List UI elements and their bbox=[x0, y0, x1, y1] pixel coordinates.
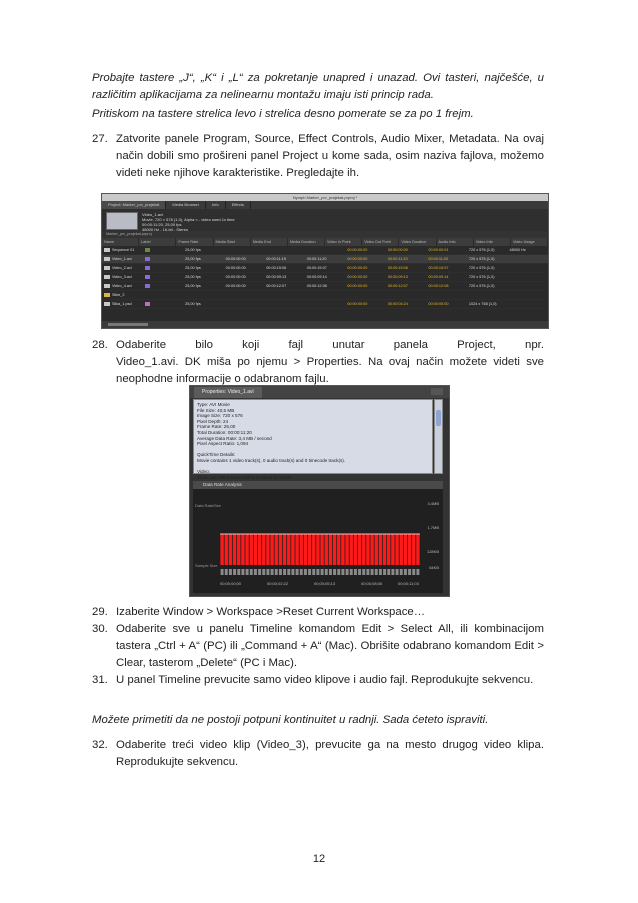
row-cell-out: 00:00:15:06 bbox=[387, 266, 408, 270]
row-cell-vinfo: 720 x 576 (1,0) bbox=[468, 284, 495, 288]
row-cell-ainfo: 48000 Hz bbox=[509, 248, 526, 252]
data-rate-bar bbox=[379, 534, 382, 565]
folder-icon bbox=[104, 293, 110, 297]
row-cell-start: 00:00:00:00 bbox=[225, 266, 246, 270]
sample-size-bar bbox=[362, 569, 365, 575]
row-cell-vdur: 00:00:09:14 bbox=[428, 275, 449, 279]
sample-size-bar bbox=[229, 569, 232, 575]
data-rate-bar bbox=[404, 534, 407, 565]
row-cell-in: 00:00:00:00 bbox=[347, 302, 368, 306]
data-rate-bar bbox=[233, 534, 236, 565]
table-row[interactable] bbox=[102, 255, 548, 264]
row-cell-end: 00:00:12:07 bbox=[266, 284, 287, 288]
data-rate-bar bbox=[395, 534, 398, 565]
row-cell-vdur: 00:00:11:20 bbox=[428, 257, 449, 261]
row-cell-vinfo: 1024 x 768 (1,0) bbox=[468, 302, 497, 306]
sample-size-bar bbox=[329, 569, 332, 575]
data-rate-bar bbox=[329, 534, 332, 565]
properties-line: Pixel Aspect Ratio: 1,094 bbox=[197, 441, 249, 447]
sample-size-bar bbox=[396, 569, 399, 575]
clip-icon bbox=[104, 266, 110, 270]
chart-plot bbox=[220, 499, 420, 578]
data-rate-bar bbox=[416, 534, 419, 565]
sample-size-bar bbox=[304, 569, 307, 575]
row-name: Video_2.avi bbox=[112, 266, 132, 270]
sample-size-bar bbox=[300, 569, 303, 575]
data-rate-bar bbox=[408, 534, 411, 565]
row-cell-dur: 00:00:15:07 bbox=[306, 266, 327, 270]
row-cell-rate: 25,00 fps bbox=[185, 302, 201, 306]
column-header[interactable]: Video Info bbox=[474, 238, 511, 246]
x-tick: 00;00;00;00 bbox=[220, 581, 242, 586]
horizontal-scrollbar[interactable] bbox=[108, 323, 148, 326]
properties-line: Video: bbox=[197, 469, 210, 475]
data-rate-bar bbox=[341, 534, 344, 565]
sample-size-bar bbox=[412, 569, 415, 575]
row-cell-rate: 25,00 fps bbox=[185, 257, 201, 261]
sample-size-bar bbox=[404, 569, 407, 575]
list-item-27 bbox=[92, 131, 544, 182]
sample-size-bar bbox=[241, 569, 244, 575]
sample-size-bar bbox=[233, 569, 236, 575]
project-rows bbox=[102, 246, 548, 309]
table-row[interactable] bbox=[102, 291, 548, 300]
sample-size-bar bbox=[287, 569, 290, 575]
data-rate-bar bbox=[350, 534, 353, 565]
row-label-cell bbox=[143, 257, 184, 261]
row-cell-in: 00:00:00:00 bbox=[347, 266, 368, 270]
sample-size-bar bbox=[337, 569, 340, 575]
panel-footer bbox=[102, 321, 548, 328]
data-rate-bar bbox=[237, 534, 240, 565]
row-cell-rate: 25,00 fps bbox=[185, 248, 201, 252]
sample-size-bar bbox=[354, 569, 357, 575]
data-rate-bar bbox=[250, 534, 253, 565]
row-cell-out: 00:00:11:19 bbox=[387, 257, 408, 261]
data-rate-bar bbox=[270, 534, 273, 565]
sample-size-bar bbox=[308, 569, 311, 575]
sample-size-bar bbox=[258, 569, 261, 575]
column-header[interactable]: Media Duration bbox=[288, 238, 325, 246]
data-rate-bar bbox=[316, 534, 319, 565]
chart-svg bbox=[220, 499, 420, 578]
data-rate-bar bbox=[337, 534, 340, 565]
row-cell-rate: 25,00 fps bbox=[185, 284, 201, 288]
sample-size-bar bbox=[400, 569, 403, 575]
data-rate-bar bbox=[362, 534, 365, 565]
sample-size-bar bbox=[246, 569, 249, 575]
sample-size-bar bbox=[237, 569, 240, 575]
clip-icon bbox=[104, 302, 110, 306]
sample-size-bar bbox=[250, 569, 253, 575]
data-rate-bar bbox=[266, 534, 269, 565]
properties-line: Frame Rate: 25,00 bbox=[197, 424, 236, 430]
sample-size-bar bbox=[383, 569, 386, 575]
intro-paragraph-2: Pritiskom na tastere strelica levo i strelica desno pomerate se za po 1 frejm. bbox=[92, 108, 474, 120]
row-name: Sequence 01 bbox=[112, 248, 135, 252]
list-text: U panel Timeline prevucite samo video klipove i audio fajl. Reprodukujte sekvencu. bbox=[116, 674, 534, 686]
sample-size-bar bbox=[275, 569, 278, 575]
data-rate-bar bbox=[225, 534, 228, 565]
label-swatch bbox=[145, 302, 150, 306]
properties-line: Type: AVI Movie bbox=[197, 402, 230, 407]
data-rate-bar bbox=[366, 534, 369, 565]
row-cell-end: 00:00:15:06 bbox=[266, 266, 287, 270]
sample-size-bar bbox=[254, 569, 257, 575]
list-item-32 bbox=[92, 737, 544, 771]
preview-meta-3: 48000 Hz - 16-bit - Stereo bbox=[142, 227, 189, 232]
sample-size-bar bbox=[366, 569, 369, 575]
row-cell-end: 00:00:09:13 bbox=[266, 275, 287, 279]
sample-size-bar bbox=[325, 569, 328, 575]
list-item-29 bbox=[92, 604, 544, 621]
sample-size-bar bbox=[387, 569, 390, 575]
y-tick: 128KB bbox=[426, 549, 439, 554]
note-paragraph: Možete primetiti da ne postoji potpuni kontinuitet u radnji. Sada ćeteto ispraviti. bbox=[92, 714, 489, 726]
properties-tab[interactable]: Properties: Video_1.avi bbox=[194, 387, 262, 398]
label-data-rate: Data Rate/Sec bbox=[195, 503, 222, 508]
column-header[interactable]: Audio Info bbox=[437, 238, 474, 246]
data-rate-bar bbox=[283, 534, 286, 565]
row-name-cell[interactable] bbox=[102, 266, 143, 270]
data-rate-chart bbox=[193, 489, 443, 593]
label-swatch bbox=[145, 257, 150, 261]
table-row[interactable] bbox=[102, 246, 548, 255]
data-rate-bar bbox=[354, 534, 357, 565]
data-rate-bar bbox=[275, 534, 278, 565]
row-name: Video_3.avi bbox=[112, 275, 132, 279]
row-cell-end: 00:00:11:19 bbox=[266, 257, 286, 261]
row-cell-start: 00:00:00:00 bbox=[225, 275, 246, 279]
table-row[interactable] bbox=[102, 282, 548, 291]
data-rate-bar bbox=[229, 534, 232, 565]
sample-size-bar bbox=[371, 569, 374, 575]
column-header[interactable]: Media End bbox=[251, 238, 288, 246]
sample-size-bar bbox=[341, 569, 344, 575]
preview-info bbox=[142, 212, 235, 232]
preview-thumbnail[interactable] bbox=[106, 212, 138, 230]
data-rate-bar bbox=[325, 534, 328, 565]
project-panel-screenshot bbox=[101, 193, 549, 329]
data-rate-bar bbox=[295, 534, 298, 565]
data-rate-bar bbox=[300, 534, 303, 565]
data-rate-bar bbox=[375, 534, 378, 565]
properties-tab-bar bbox=[190, 386, 449, 398]
data-rate-bar bbox=[258, 534, 261, 565]
column-header[interactable]: Frame Rate bbox=[176, 238, 213, 246]
row-name: Slike_2 bbox=[112, 293, 125, 297]
preview-meta-2: 00:00:11:20, 25,00 fps bbox=[142, 222, 182, 227]
clip-icon bbox=[104, 248, 110, 252]
row-cell-dur: 00:00:12:08 bbox=[306, 284, 327, 288]
list-text-line1: Odaberite bilo koji fajl unutar panela Project, npr. bbox=[116, 339, 544, 351]
column-header[interactable]: Label bbox=[139, 238, 176, 246]
row-cell-vinfo: 720 x 576 (1,0) bbox=[468, 257, 495, 261]
data-rate-bar bbox=[291, 534, 294, 565]
data-rate-bar bbox=[287, 534, 290, 565]
row-cell-vdur: 00:00:12:08 bbox=[428, 284, 449, 288]
list-text: Izaberite Window > Workspace >Reset Current Workspace… bbox=[116, 606, 426, 618]
sample-size-bar bbox=[262, 569, 265, 575]
row-label-cell bbox=[143, 302, 184, 306]
y-tick: 1,7MB bbox=[427, 525, 439, 530]
row-name-cell[interactable] bbox=[102, 284, 143, 288]
row-name: Slika_1.psd bbox=[112, 302, 132, 306]
row-cell-vinfo: 720 x 576 (1,0) bbox=[468, 266, 495, 270]
row-cell-in: 00:00:00:00 bbox=[347, 257, 368, 261]
row-cell-in: 00:00:00:00 bbox=[347, 284, 368, 288]
properties-line: QuickTime Details: bbox=[197, 452, 236, 458]
scrollbar-thumb[interactable] bbox=[436, 410, 441, 426]
sample-size-bar bbox=[316, 569, 319, 575]
list-text-rest: Video_1.avi. DK miša po njemu > Properties. Na ovaj način možete videti sve neophodne informacije o odabranom fajlu. bbox=[116, 356, 544, 385]
sample-size-bar bbox=[221, 569, 224, 575]
properties-text-area[interactable] bbox=[193, 399, 433, 480]
row-label-cell bbox=[143, 266, 184, 270]
data-rate-analysis-title: Data Rate Analysis bbox=[193, 481, 443, 489]
table-row[interactable] bbox=[102, 273, 548, 282]
sample-size-bar bbox=[375, 569, 378, 575]
row-cell-out: 00:00:00:00 bbox=[387, 248, 408, 252]
properties-line: There are 295 frames with a duration of 1/25th. bbox=[197, 474, 293, 480]
data-rate-bar bbox=[254, 534, 257, 565]
data-rate-bar bbox=[312, 534, 315, 565]
list-number: 31. bbox=[92, 674, 108, 686]
sample-size-bar bbox=[333, 569, 336, 575]
data-rate-bar bbox=[308, 534, 311, 565]
data-rate-bar bbox=[320, 534, 323, 565]
sample-size-bar bbox=[225, 569, 228, 575]
row-cell-in: 00:00:00:00 bbox=[347, 248, 368, 252]
tab-project[interactable]: Project: Marker_prv_prajekat bbox=[102, 201, 166, 209]
row-name: Video_1.avi bbox=[112, 257, 132, 261]
data-rate-bar bbox=[304, 534, 307, 565]
sample-size-bar bbox=[408, 569, 411, 575]
column-header[interactable]: Media Start bbox=[214, 238, 251, 246]
x-tick: 00;00;02;22 bbox=[267, 581, 289, 586]
row-name-cell[interactable] bbox=[102, 302, 143, 306]
row-cell-out: 00:00:12:07 bbox=[387, 284, 408, 288]
list-number: 27. bbox=[92, 133, 108, 145]
list-number: 32. bbox=[92, 739, 108, 751]
sample-size-bar bbox=[391, 569, 394, 575]
row-label-cell bbox=[143, 248, 184, 252]
tab-info[interactable]: Info bbox=[206, 201, 226, 209]
data-rate-bar bbox=[383, 534, 386, 565]
row-name-cell[interactable] bbox=[102, 293, 143, 297]
list-item-28 bbox=[92, 337, 544, 388]
sample-size-bar bbox=[266, 569, 269, 575]
data-rate-bar bbox=[358, 534, 361, 565]
row-cell-rate: 25,00 fps bbox=[185, 266, 201, 270]
table-row[interactable] bbox=[102, 300, 548, 309]
data-rate-bar bbox=[391, 534, 394, 565]
tab-media-browser[interactable]: Media Browser bbox=[166, 201, 206, 209]
project-path: Marker_prv_prajekat.prproj bbox=[102, 231, 548, 238]
y-tick: 64KB bbox=[429, 565, 439, 570]
sample-size-bar bbox=[321, 569, 324, 575]
row-name-cell[interactable] bbox=[102, 248, 143, 252]
row-cell-rate: 25,00 fps bbox=[185, 275, 201, 279]
label-swatch bbox=[145, 275, 150, 279]
row-name-cell[interactable] bbox=[102, 275, 143, 279]
clip-icon bbox=[104, 284, 110, 288]
sample-size-bar bbox=[296, 569, 299, 575]
row-cell-start: 00:00:00:00 bbox=[225, 257, 246, 261]
sample-size-bar bbox=[379, 569, 382, 575]
column-header[interactable]: Video Out Point bbox=[362, 238, 399, 246]
label-swatch bbox=[145, 248, 150, 252]
column-header[interactable]: Video Duration bbox=[399, 238, 436, 246]
column-header[interactable]: Video Usage bbox=[511, 238, 548, 246]
sample-size-bar bbox=[312, 569, 315, 575]
properties-line: File Size: 40,5 MB bbox=[197, 407, 235, 413]
data-rate-bar bbox=[370, 534, 373, 565]
row-label-cell bbox=[143, 284, 184, 288]
row-cell-start: 00:00:00:00 bbox=[225, 284, 246, 288]
page-number: 12 bbox=[312, 853, 326, 865]
data-rate-bar bbox=[279, 534, 282, 565]
column-headers bbox=[102, 238, 548, 246]
preview-area bbox=[102, 209, 548, 231]
row-name-cell[interactable] bbox=[102, 257, 143, 261]
row-cell-vinfo: 720 x 576 (1,0) bbox=[468, 275, 495, 279]
row-cell-out: 00:00:09:13 bbox=[387, 275, 408, 279]
sample-size-bar bbox=[279, 569, 282, 575]
vertical-scrollbar[interactable] bbox=[434, 399, 443, 474]
label-sample-size: Sample Size bbox=[195, 563, 218, 568]
list-item-31 bbox=[92, 672, 544, 689]
label-swatch bbox=[145, 266, 150, 270]
sample-size-bar bbox=[350, 569, 353, 575]
list-text: Zatvorite panele Program, Source, Effect Controls, Audio Mixer, Metadata. Na ovaj način dobili smo prošireni panel Project u kome sada, osim naziva fajlova, možemo videti neke njihove karakteristike. Pregledajte ih. bbox=[116, 133, 544, 179]
sample-size-bar bbox=[271, 569, 274, 575]
data-rate-bar bbox=[262, 534, 265, 565]
row-cell-dur: 00:00:09:14 bbox=[306, 275, 327, 279]
properties-line: Pixel Depth: 24 bbox=[197, 418, 229, 424]
row-cell-vinfo: 720 x 576 (1,0) bbox=[468, 248, 495, 252]
label-swatch bbox=[145, 284, 150, 288]
list-text: Odaberite treći video klip (Video_3), prevucite ga na mesto drugog video klipa. Reprodukujte sekvencu. bbox=[116, 739, 544, 768]
row-cell-vdur: 00:00:15:07 bbox=[428, 266, 449, 270]
panel-tabs bbox=[102, 201, 548, 209]
properties-line: Total Duration: 00:00:11:20 bbox=[197, 429, 252, 435]
properties-panel-screenshot bbox=[189, 385, 450, 597]
properties-line: Image Size: 720 x 576 bbox=[197, 413, 243, 419]
data-rate-bar bbox=[387, 534, 390, 565]
clip-icon bbox=[104, 257, 110, 261]
list-number: 29. bbox=[92, 606, 108, 618]
row-cell-vdur: 00:00:00:01 bbox=[428, 248, 449, 252]
clip-icon bbox=[104, 275, 110, 279]
preview-name: Video_1.avi bbox=[142, 212, 163, 217]
data-rate-bar bbox=[241, 534, 244, 565]
row-label-cell bbox=[143, 275, 184, 279]
column-header[interactable]: Video In Point bbox=[325, 238, 362, 246]
row-cell-out: 00:00:04:24 bbox=[387, 302, 408, 306]
tab-effects[interactable]: Effects bbox=[226, 201, 251, 209]
preview-meta-1: Movie, 720 × 576 (1,0), Alpha ≈ - video used 1x time bbox=[142, 217, 235, 222]
sample-size-bar bbox=[346, 569, 349, 575]
table-row[interactable] bbox=[102, 264, 548, 273]
x-tick: 00;00;05;13 bbox=[314, 581, 336, 586]
data-rate-bar bbox=[245, 534, 248, 565]
data-rate-bar bbox=[412, 534, 415, 565]
properties-line: Movie contains 1 video track(s), 0 audio track(s) and 0 timecode track(s). bbox=[197, 457, 346, 463]
x-tick: 00;00;11;03 bbox=[398, 581, 419, 586]
sample-size-bar bbox=[283, 569, 286, 575]
data-rate-bar bbox=[333, 534, 336, 565]
x-tick: 00;00;08;06 bbox=[361, 581, 383, 586]
row-name: Video_4.avi bbox=[112, 284, 132, 288]
list-number: 28. bbox=[92, 339, 108, 351]
window-title: Nymph Marker_prv_prajekat.prproj * bbox=[102, 194, 548, 201]
data-rate-bar bbox=[345, 534, 348, 565]
list-item-30 bbox=[92, 621, 544, 672]
y-tick: 3,4MB bbox=[427, 501, 439, 506]
data-rate-bar bbox=[220, 534, 223, 565]
properties-line: Average Data Rate: 3,4 MB / second bbox=[197, 435, 272, 441]
sample-size-bar bbox=[416, 569, 419, 575]
intro-paragraph-1: Probajte tastere „J“, „K“ i „L“ za pokretanje unapred i unazad. Ovi tasteri, najčešće, u različitim aplikacijama za nelinearnu montažu imaju isti princip rada. bbox=[92, 72, 544, 101]
column-header[interactable]: Name bbox=[102, 238, 139, 246]
row-cell-vdur: 00:00:05:00 bbox=[428, 302, 449, 306]
row-cell-dur: 00:00:11:20 bbox=[306, 257, 327, 261]
sample-size-bar bbox=[291, 569, 294, 575]
panel-menu-icon[interactable] bbox=[431, 388, 443, 395]
list-number: 30. bbox=[92, 623, 108, 635]
sample-size-bar bbox=[358, 569, 361, 575]
list-text: Odaberite sve u panelu Timeline komandom Edit > Select All, ili kombinacijom tastera „Ctrl + A“ (PC) ili „Command + A“ (Mac). Obrišite odabrano komandom Edit > Clear, tasterom „Delete“ (PC i Mac). bbox=[116, 623, 544, 669]
row-cell-in: 00:00:00:00 bbox=[347, 275, 368, 279]
data-rate-bar bbox=[400, 534, 403, 565]
